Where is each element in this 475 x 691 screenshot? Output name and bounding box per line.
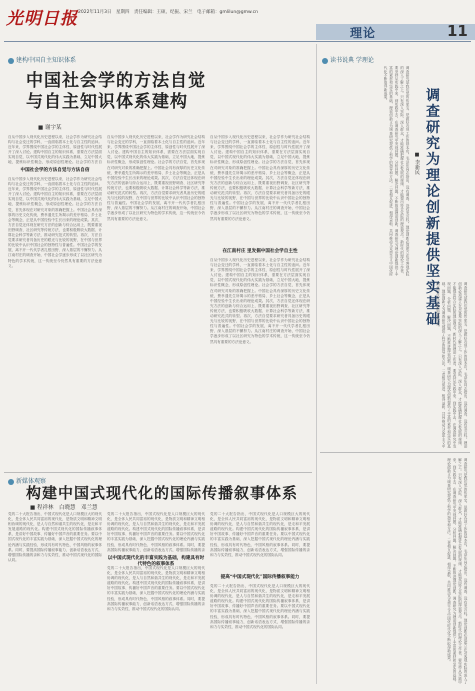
headline-line: 中国社会学的方法自觉 [26,71,206,91]
body-text: 党的二十大报告指出，中国式现代化是人口规模巨大的现代化，是全体人民共同富裕的现代化，是物质文明和精神文明相协调的现代化，是人与自然和谐共生的现代化，是走和平发展道路的现代化。构建中国式现代化的国际传播叙事体系，是讲好中国故事、传播好中国声音的重要任务。要以中国式现代化的丰富实践为基础，深入挖掘中国式现代化的理论内涵与实践经验，形成具有时代特色、中国风格的叙事体系。同时，要提高国际传播叙事能力，创新话语表达方式，增强国际传播的亲和力与实效性，推动中国式现代化的国际认同。 [210,584,310,629]
bullet-icon [322,58,328,64]
subheading: 在江南村庄 里发掘中国社会学自主性 [222,249,298,254]
body-text: 党的二十大报告指出，中国式现代化是人口规模巨大的现代化，是全体人民共同富裕的现代化，是物质文明和精神文明相协调的现代化，是人与自然和谐共生的现代化，是走和平发展道路的现代化。构建中国式现代化的国际传播叙事体系，是讲好中国故事、传播好中国声音的重要任务。要以中国式现代化的丰富实践为基础，深入挖掘中国式现代化的理论内涵与实践经验，形成具有时代特色、中国风格的叙事体系。同时，要提高国际传播叙事能力，创新话语表达方式，增强国际传播的亲 [107,512,205,552]
vertical-body-text: 调查研究是我们党的传家宝，是做好各项工作的基本功。毛泽东同志指出，没有调查，没有发言权。理论创新必须建立在对客观实际的深入了解之上。只有深入实际、深入群众，才能准确把握社会发展的规律，才能提出符合实际的理论观点。新时代的理论工作者，要坚持从实践中来、到实践中去，在调查研究中发现问题、分析问题、解决问题，不断推进理论创新。调查研究为理论创新提供了丰富的素材和坚实的基础，理论创新又为调查研究提供了科学的指导和方法。二者相互促进、相得益彰，共同推动马克思主义中国化时代化不断取得新成果。 [436,282,468,448]
body-text: 党的二十大报告指出，中国式现代化是人口规模巨大的现代化，是全体人民共同富裕的现代化，是物质文明和精神文明相协调的现代化，是人与自然和谐共生的现代化，是走和平发展道路的现代化。构建中国式现代化的国际传播叙事体系，是讲好中国故事、传播好中国声音的重要任务。要以中国式现代化的丰富实践为基础，深入挖掘中国式现代化的理论内涵与实践经验，形成具有时代特色、中国风格的叙事体系。同时，要提高国际传播叙事能力，创新话语表达方式，增强国际传播的亲和力与实效性，推动中国式现代化的国际认同。 [210,512,310,557]
right-byline: ■ 李新民 [414,152,420,175]
section-label [322,55,374,64]
page-number: 11 [447,22,468,40]
section-label-text: 读书说典 学理论 [330,57,374,64]
right-title: 调查研究为理论创新提供坚实基础 [426,88,440,328]
section-label-text: 建构中国自主知识体系 [16,57,77,64]
body-text: 党的二十大报告指出，中国式现代化是人口规模巨大的现代化，是全体人民共同富裕的现代化，是物质文明和精神文明相协调的现代化，是人与自然和谐共生的现代化，是走和平发展道路的现代化。构建中国式现代化的国际传播叙事体系，是讲好中国故事、传播好中国声音的重要任务。要以中国式现代化的丰富实践为基础，深入挖掘中国式现代化的理论内涵与实践经验，形成具有时代特色、中国风格的叙事体系。同时，要提高国际传播叙事能力，创新话语表达方式，增强国际传播的亲和力与实效性，推动中国式现代化的国际认同。 [8,512,102,562]
vertical-body-text: 调查研究是我们党的传家宝，是做好各项工作的基本功。毛泽东同志指出，没有调查，没有发言权。理论创新必须建立在对客观实际的深入了解之上。只有深入实际、深入群众，才能准确把握社会发展的规律，才能提出符合实际的理论观点。新时代的理论工作者，要坚持从实践中来、到实践中去，在调查研究中发现问题、分析问题、解决问题，不断推进理论创新。调查研究为理论创新提供了丰富的素材和坚实的基础，理论创新又为调查研究提供了科学的指导和方法。二者相互促进、相得益彰，共同推动马克思主义中国化时代化不断取得新成果。 [384,66,410,276]
page-header [0,0,475,44]
body-text: 自从中国步入现代化历史进程以来，社会学作为研究社会结构与社会变迁的学科，一直面临着本土化与自主性的追问。近年来，学界围绕中国社会学的主体性、原创性与时代性展开了深入讨论。建构中国自主的知识体系，需要在方法层面实现自觉，以中国式现代化的伟大实践为基础，立足中国大地，提炼标识性概念，形成原创性理论。社会学的方法自觉，首先体现在对研究对象的准确把握上。中国社会具有深厚的历史文化传统，费孝通先生所揭示的差序格局、乡土社会等概念，正是从中国经验中生长出来的理论成果。其次，方法自觉还体现在研究方法的创新与综合运用上，既要重视田野调查、社区研究等传统方法，也要积极吸收大数据、计算社会科学等新方法，推动研究范式的转型。再次，方法自觉要求研究者具备历史的眼光与比较的视野，在中国与世界的比较中认识中国社会的独特性与普遍性。中国社会学的发展，离不开一代代学者扎根田野、深入基层的不懈努力。从江南村庄的调查开始，中国社会学逐步形成了以社区研究为特色的学术传统，这一传统至今仍然具有重要的方法论意义。 [210,135,310,221]
subheading: 提高“中国式现代化”国际传播叙事能力 [220,575,300,580]
headline-line: 与自主知识体系建构 [26,92,188,112]
column-divider [316,44,317,684]
headline: 构建中国式现代化的国际传播叙事体系 [26,484,299,502]
body-text: 自从中国步入现代化历史进程以来，社会学作为研究社会结构与社会变迁的学科，一直面临着本土化与自主性的追问。近年来，学界围绕中国社会学的主体性、原创性与时代性展开了深入讨论。建构中国自主的知识体系，需要在方法层面实现自觉，以中国式现代化的伟大实践为基础，立足中国大地，提炼标识性概念，形成原创性理论。社会学的方法自 [8,135,102,165]
header-rule [4,41,471,42]
body-text: 自从中国步入现代化历史进程以来，社会学作为研究社会结构与社会变迁的学科，一直面临着本土化与自主性的追问。近年来，学界围绕中国社会学的主体性、原创性与时代性展开了深入讨论。建构中国自主的知识体系，需要在方法层面实现自觉，以中国式现代化的伟大实践为基础，立足中国大地，提炼标识性概念，形成原创性理论。社会学的方法自觉，首先体现在对研究对象的准确把握上。中国社会具有深厚的历史文化传统，费孝通先生所揭示的差序格局、乡土社会等概念，正是从中国经验中生长出来的理论成果。其次，方法自觉还体现在研究方法的创新与综合运用上，既要重视田野调查、社区研究等传统方法，也要积极吸收大数据、计算社会科学等新方法，推动研究范式的转型。再次，方法自觉要求研究者具备历史的眼光与比较的视野，在中国与世界的比较中认识中国社会的独特性与普遍性。中国社会学的发展，离不开一代代学者扎根田野、深入基层的不懈努力。从江南村庄的调查开始，中国社会学逐步形成了以社区研究为特色的学术传统，这一传统至今仍然具有重要的方法论意义。 [210,258,310,344]
section-label-text: 新媒体观察 [16,478,47,485]
masthead: 光明日报 [6,9,78,29]
subheading: 以中国式现代化的丰富实践为基础，构建具有时代特色的叙事体系 [107,556,205,567]
subheading: 中国社会学的方法自觉与方法自信 [20,168,90,173]
section-divider [4,472,312,473]
bullet-icon [8,479,14,485]
vertical-body-text: 调查研究是我们党的传家宝，是做好各项工作的基本功。毛泽东同志指出，没有调查，没有发言权。理论创新必须建立在对客观实际的深入了解之上。只有深入实际、深入群众，才能准确把握社会发展的规律，才能提出符合实际的理论观点。新时代的理论工作者，要坚持从实践中来、到实践中去，在调查研究中发现问题、分析问题、解决问题，不断推进理论创新。调查研究为理论创新提供了丰富的素材和坚实的基础，理论创新又为调查研究提供了科学的指导和方法。二者相互促进、相得益彰，共同推动马克思主义中国化时代化不断取得新成果。 [447,458,468,684]
body-text: 党的二十大报告指出，中国式现代化是人口规模巨大的现代化，是全体人民共同富裕的现代化，是物质文明和精神文明相协调的现代化，是人与自然和谐共生的现代化，是走和平发展道路的现代化。构建中国式现代化的国际传播叙事体系，是讲好中国故事、传播好中国声音的重要任务。要以中国式现代化的丰富实践为基础，深入挖掘中国式现代化的理论内涵与实践经验，形成具有时代特色、中国风格的叙事体系。同时，要提高国际传播叙事能力，创新话语表达方式，增强国际传播的亲和力与实效性，推动中国式现代化的国际认同。 [107,566,205,611]
byline: ■ 程祥林 白晓慧 邓兰慧 [30,505,98,511]
body-text: 自从中国步入现代化历史进程以来，社会学作为研究社会结构与社会变迁的学科，一直面临着本土化与自主性的追问。近年来，学界围绕中国社会学的主体性、原创性与时代性展开了深入讨论。建构中国自主的知识体系，需要在方法层面实现自觉，以中国式现代化的伟大实践为基础，立足中国大地，提炼标识性概念，形成原创性理论。社会学的方法自觉，首先体现在对研究对象的准确把握上。中国社会具有深厚的历史文化传统，费孝通先生所揭示的差序格局、乡土社会等概念，正是从中国经验中生长出来的理论成果。其次，方法自觉还体现在研究方法的创新与综合运用上，既要重视田野调查、社区研究等传统方法，也要积极吸收大数据、计算社会科学等新方法，推动研究范式的转型。再次，方法自觉要求研究者具备历史的眼光与比较的视野，在中国与世界的比较中认识中国社会的独特性与普遍性。中国社会学的发展，离不开一代代学者扎根田野、深入基层的不懈努力。从江南村庄的调查开始，中国社会学逐步形成了以社区研究为特色的学术传统，这一传统至今仍然具有重要的方法论意义。 [8,177,102,268]
header-info: 2022年11月3日 星期四 责任编辑：王硕、纪振、宋兰 电子邮箱：gmlilun@gmw.cn [78,10,258,15]
byline: ■ 谢宇某 [38,125,62,131]
column-tag: 理论 [350,26,377,40]
bullet-icon [8,58,14,64]
section-label [8,55,76,64]
body-text: 自从中国步入现代化历史进程以来，社会学作为研究社会结构与社会变迁的学科，一直面临着本土化与自主性的追问。近年来，学界围绕中国社会学的主体性、原创性与时代性展开了深入讨论。建构中国自主的知识体系，需要在方法层面实现自觉，以中国式现代化的伟大实践为基础，立足中国大地，提炼标识性概念，形成原创性理论。社会学的方法自觉，首先体现在对研究对象的准确把握上。中国社会具有深厚的历史文化传统，费孝通先生所揭示的差序格局、乡土社会等概念，正是从中国经验中生长出来的理论成果。其次，方法自觉还体现在研究方法的创新与综合运用上，既要重视田野调查、社区研究等传统方法，也要积极吸收大数据、计算社会科学等新方法，推动研究范式的转型。再次，方法自觉要求研究者具备历史的眼光与比较的视野，在中国与世界的比较中认识中国社会的独特性与普遍性。中国社会学的发展，离不开一代代学者扎根田野、深入基层的不懈努力。从江南村庄的调查开始，中国社会学逐步形成了以社区研究为特色的学术传统，这一传统至今仍然具有重要的方法论意义。 [107,135,205,221]
section-divider [320,452,470,453]
headline [26,71,206,113]
